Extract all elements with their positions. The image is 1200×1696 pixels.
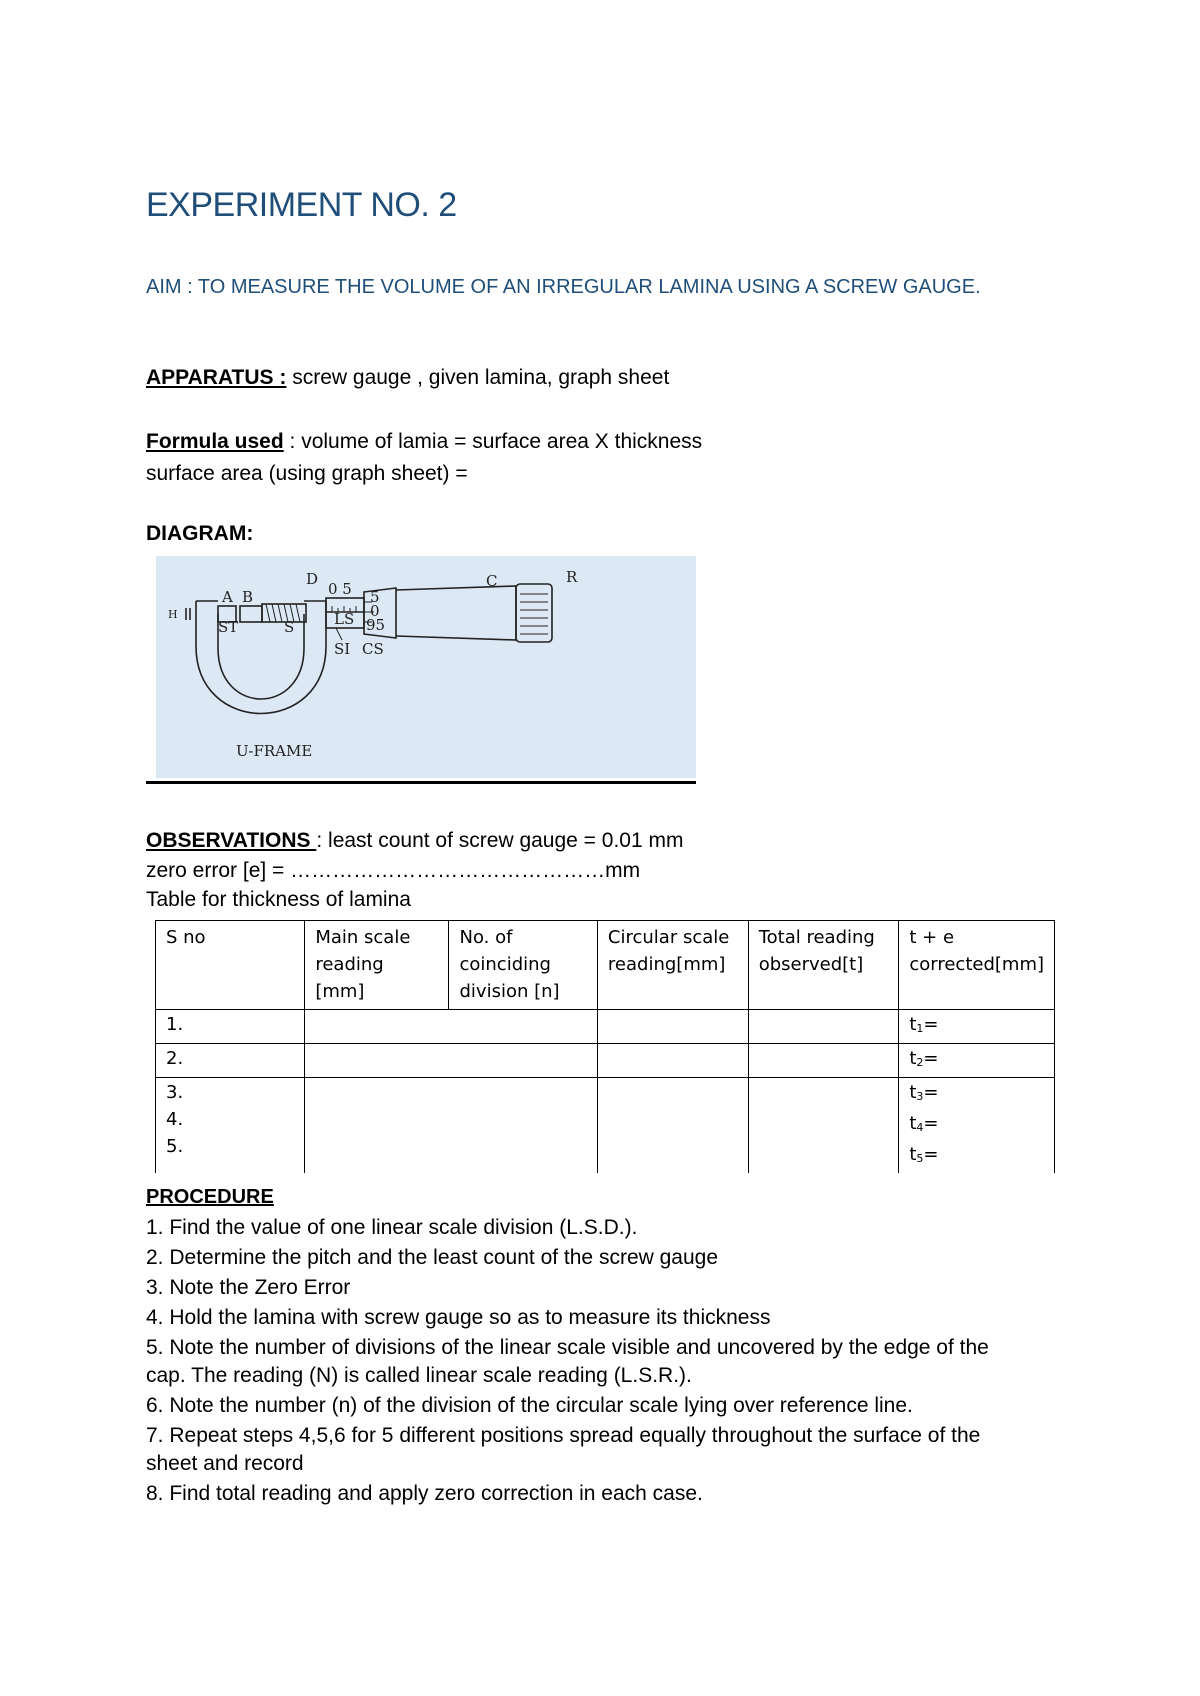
- apparatus-label: APPARATUS :: [146, 366, 287, 389]
- equals: =: [923, 1082, 939, 1103]
- label-cs95: 95: [366, 616, 386, 634]
- label-st: ST: [218, 618, 239, 636]
- label-cs: CS: [362, 640, 384, 658]
- equals: =: [923, 1144, 939, 1165]
- t-subscript: 5: [916, 1152, 924, 1165]
- row-sno: 2.: [156, 1044, 305, 1078]
- header-corrected: t + e corrected[mm]: [899, 921, 1055, 1010]
- cell: [748, 1044, 899, 1078]
- t-subscript: 2: [916, 1056, 924, 1069]
- thickness-table: [155, 920, 1055, 1173]
- procedure-step: cap. The reading (N) is called linear scale reading (L.S.R.).: [146, 1364, 692, 1387]
- row-corrected-group: [899, 1078, 1055, 1174]
- screw-gauge-diagram: [156, 556, 696, 778]
- cell: [305, 1078, 598, 1174]
- table-header-row: [156, 921, 1055, 1010]
- cell: [597, 1078, 748, 1174]
- table-row: [156, 1044, 1055, 1078]
- equals: =: [923, 1048, 939, 1069]
- label-a: A: [222, 588, 233, 606]
- cell: [748, 1010, 899, 1044]
- apparatus-text: screw gauge , given lamina, graph sheet: [286, 366, 670, 389]
- procedure-step: 4. Hold the lamina with screw gauge so as to measure its thickness: [146, 1306, 771, 1329]
- label-si: SI: [334, 640, 351, 658]
- procedure-step: 5. Note the number of divisions of the linear scale visible and uncovered by the edge of the: [146, 1336, 989, 1359]
- row-sno: 4.: [166, 1109, 184, 1130]
- row-sno: 1.: [156, 1010, 305, 1044]
- row-sno: 3.: [166, 1082, 184, 1103]
- procedure-step: 3. Note the Zero Error: [146, 1276, 351, 1299]
- cell: [597, 1044, 748, 1078]
- procedure-step: sheet and record: [146, 1452, 304, 1475]
- procedure-step: 2. Determine the pitch and the least count of the screw gauge: [146, 1246, 719, 1269]
- label-ls: LS: [334, 610, 355, 628]
- equals: =: [923, 1014, 939, 1035]
- screw-gauge-drawing: [156, 556, 696, 778]
- formula-label: Formula used: [146, 430, 284, 453]
- header-coinciding: No. of coinciding division [n]: [449, 921, 597, 1010]
- formula-line-2: surface area (using graph sheet) =: [146, 462, 468, 485]
- cell: [748, 1078, 899, 1174]
- cell: [597, 1010, 748, 1044]
- row-sno: 5.: [166, 1136, 184, 1157]
- formula-line: [146, 430, 702, 454]
- procedure-step: 8. Find total reading and apply zero correction in each case.: [146, 1482, 703, 1505]
- row-corrected: [899, 1044, 1055, 1078]
- cell: [305, 1044, 598, 1078]
- zero-error-line: zero error [e] = ………………………………………mm: [146, 859, 641, 882]
- t-subscript: 1: [916, 1022, 924, 1035]
- cell: [305, 1010, 598, 1044]
- t-symbol: t: [909, 1014, 917, 1035]
- label-c: C: [486, 572, 498, 590]
- procedure-step: 6. Note the number (n) of the division of the circular scale lying over reference line.: [146, 1394, 913, 1417]
- label-d: D: [306, 570, 319, 588]
- t-symbol: t: [909, 1113, 917, 1134]
- header-sno: S no: [156, 921, 305, 1010]
- label-frame: U-FRAME: [236, 742, 313, 760]
- procedure-heading: PROCEDURE: [146, 1186, 274, 1208]
- header-total: Total reading observed[t]: [748, 921, 899, 1010]
- row-corrected: [899, 1010, 1055, 1044]
- procedure-step: 1. Find the value of one linear scale division (L.S.D.).: [146, 1216, 638, 1239]
- equals: =: [923, 1113, 939, 1134]
- t-subscript: 4: [916, 1121, 924, 1134]
- t-subscript: 3: [916, 1090, 924, 1103]
- procedure-step: 7. Repeat steps 4,5,6 for 5 different positions spread equally throughout the surface of the: [146, 1424, 981, 1447]
- label-cs5: 5: [370, 588, 380, 606]
- formula-text: : volume of lamia = surface area X thickness: [283, 430, 703, 453]
- label-s: S: [284, 618, 295, 636]
- label-b: B: [242, 588, 254, 606]
- observations-line: [146, 829, 683, 853]
- label-cs0: 0: [370, 602, 380, 620]
- observations-label: OBSERVATIONS: [146, 829, 317, 852]
- t-symbol: t: [909, 1144, 917, 1165]
- t-symbol: t: [909, 1082, 917, 1103]
- table-row: [156, 1010, 1055, 1044]
- header-circular: Circular scale reading[mm]: [597, 921, 748, 1010]
- label-r: R: [566, 568, 578, 586]
- table-caption: Table for thickness of lamina: [146, 888, 411, 911]
- observations-text: : least count of screw gauge = 0.01 mm: [316, 829, 684, 852]
- page-title: EXPERIMENT NO. 2: [146, 186, 457, 224]
- diagram-underline: [146, 781, 696, 784]
- apparatus-line: [146, 366, 669, 390]
- label-h: H: [168, 608, 178, 621]
- table-row: [156, 1078, 1055, 1174]
- header-main-scale: Main scale reading [mm]: [305, 921, 449, 1010]
- diagram-heading: DIAGRAM:: [146, 522, 254, 545]
- label-top-nums: 0 5: [328, 580, 352, 598]
- aim-text: AIM : TO MEASURE THE VOLUME OF AN IRREGULAR LAMINA USING A SCREW GAUGE.: [146, 276, 981, 298]
- t-symbol: t: [909, 1048, 917, 1069]
- row-sno-group: [156, 1078, 305, 1174]
